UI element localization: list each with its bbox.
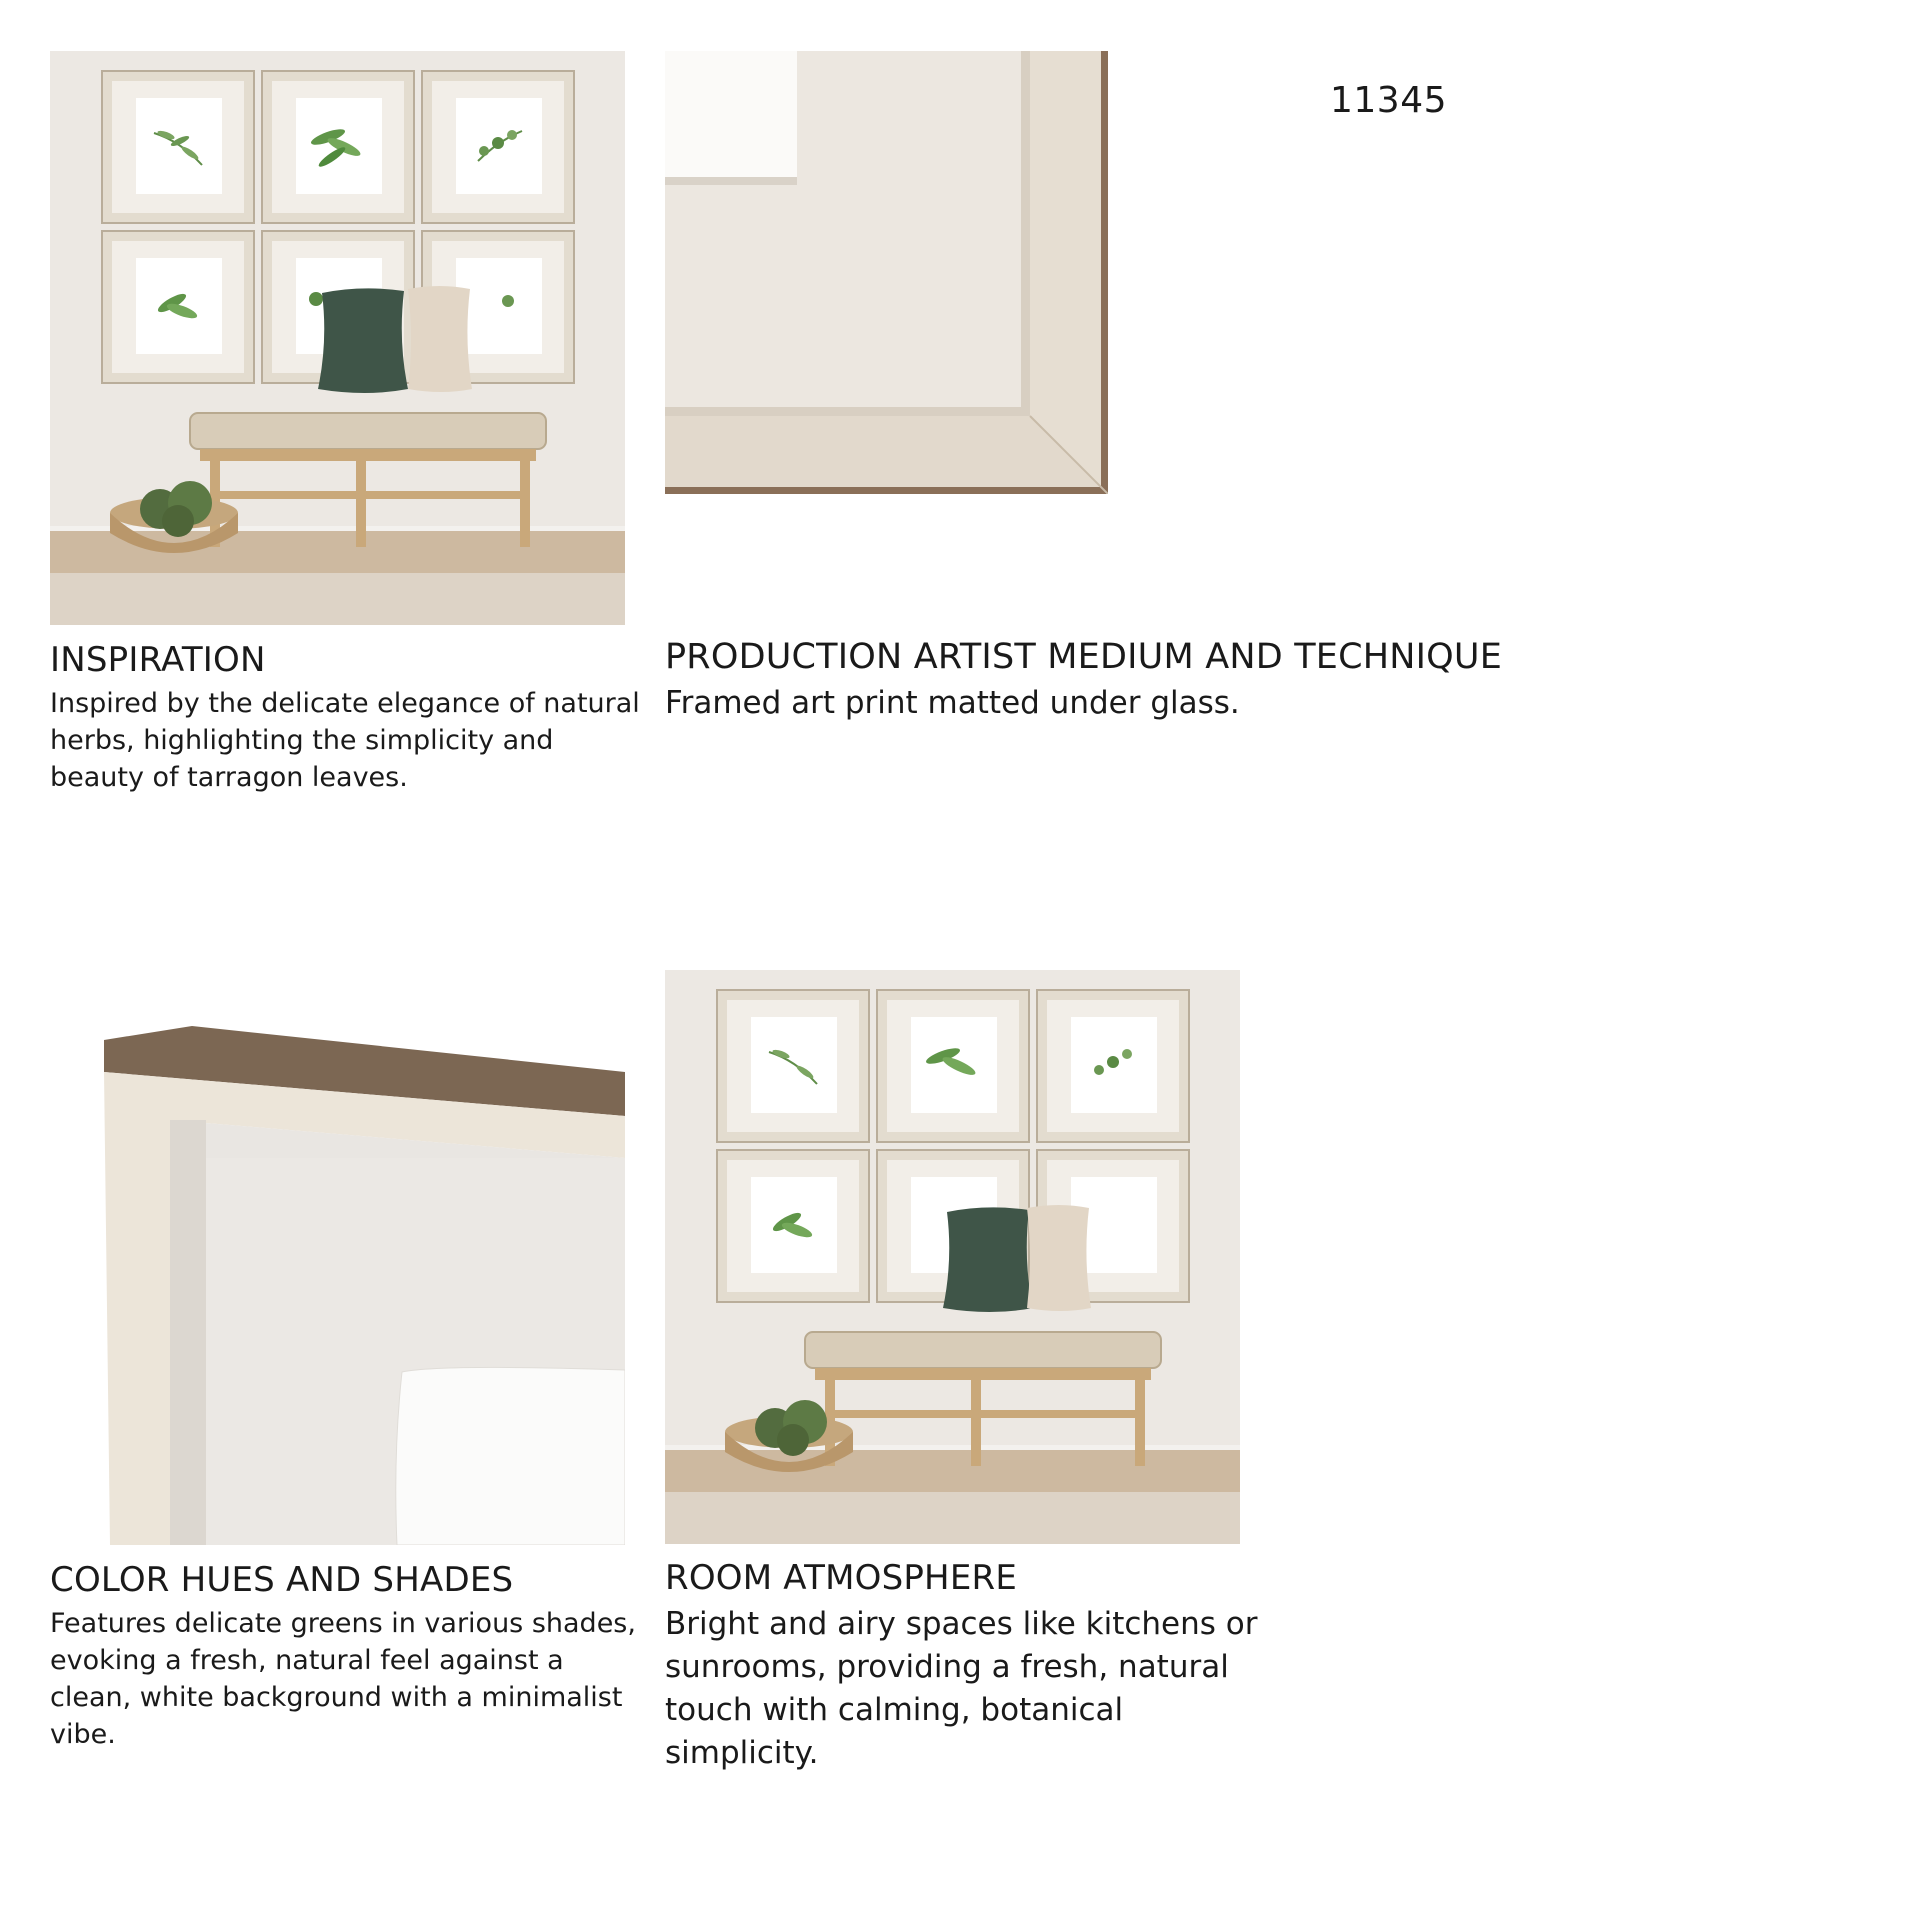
- product-code: 11345: [1330, 80, 1448, 121]
- frame-corner-closeup: [665, 51, 1108, 494]
- room-text: Bright and airy spaces like kitchens or sunrooms, providing a fresh, natural touch with calming, botanical simplicity.: [665, 1605, 1258, 1771]
- room-heading: ROOM ATMOSPHERE: [665, 1558, 1018, 1598]
- frame-edge-closeup: [50, 1020, 625, 1545]
- production-heading: PRODUCTION ARTIST MEDIUM AND TECHNIQUE: [665, 637, 1503, 677]
- woven-bench-seat-2: [805, 1332, 1161, 1368]
- woven-bench-seat: [190, 413, 546, 449]
- room-scene-illustration: [50, 51, 625, 625]
- green-pillow: [318, 288, 408, 393]
- production-text: Framed art print matted under glass.: [665, 685, 1240, 721]
- room-section: [665, 1558, 1285, 1775]
- frame-corner-illustration: [665, 51, 1108, 494]
- room-photo-inspiration: [50, 51, 625, 625]
- inspiration-heading: INSPIRATION: [50, 640, 266, 680]
- production-section: [665, 636, 1625, 725]
- inspiration-section: [50, 640, 640, 796]
- room-photo-atmosphere: [665, 970, 1240, 1544]
- cream-pillow-2: [1027, 1205, 1091, 1311]
- color-heading: COLOR HUES AND SHADES: [50, 1560, 514, 1600]
- inspiration-text: Inspired by the delicate elegance of natural herbs, highlighting the simplicity and beauty of tarragon leaves.: [50, 687, 640, 793]
- frame-edge-illustration: [50, 1020, 625, 1545]
- color-text: Features delicate greens in various shades, evoking a fresh, natural feel against a clean, white background with a minimalist vibe.: [50, 1607, 636, 1750]
- room-scene-illustration-2: [665, 970, 1240, 1544]
- cream-pillow: [408, 286, 472, 392]
- green-pillow-2: [943, 1207, 1033, 1312]
- color-section: [50, 1560, 640, 1753]
